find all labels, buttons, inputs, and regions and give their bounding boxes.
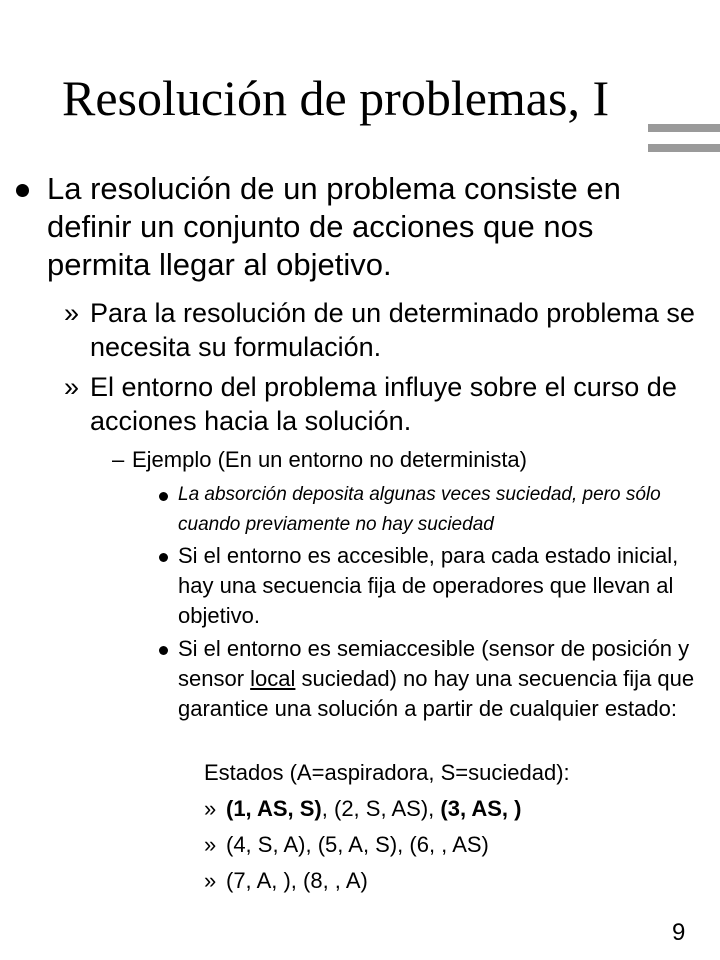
item-accessible-text: Si el entorno es accesible, para cada estado inicial, hay una secuencia fija de operadores que llevan al objetivo. xyxy=(178,543,679,628)
bullet-dot-icon xyxy=(159,553,168,562)
chevron-marker-icon: » xyxy=(204,796,217,821)
chevron-marker-icon: » xyxy=(64,372,80,402)
state-3: (3, AS, ) xyxy=(440,796,522,821)
sub-bullet-text: El entorno del problema influye sobre el curso de acciones hacia la solución. xyxy=(90,372,677,436)
example-item xyxy=(112,446,692,474)
main-bullet-text: La resolución de un problema consiste en definir un conjunto de acciones que nos permita llegar al objetivo. xyxy=(47,171,621,282)
item-absorption-text: La absorción deposita algunas veces suciedad, pero sólo cuando previamente no hay suciedad xyxy=(178,484,661,535)
bullet-dot-icon xyxy=(159,492,168,501)
main-bullet-item xyxy=(47,170,697,284)
example-text: Ejemplo (En un entorno no determinista) xyxy=(132,447,527,472)
item-accessible xyxy=(178,541,708,631)
slide-title: Resolución de problemas, I xyxy=(62,70,610,126)
states-line-1: » (1, AS, S), (2, S, AS), (3, AS, ) xyxy=(204,794,521,824)
item-semiaccessible-text: Si el entorno es semiaccesible (sensor de posición y sensor local suciedad) no hay una secuencia fija que garantice una solución a partir de cualquier estado: xyxy=(178,636,695,721)
state-1: (1, AS, S) xyxy=(226,796,322,821)
item-semiaccessible xyxy=(178,634,708,724)
states-line-3-text: (7, A, ), (8, , A) xyxy=(226,868,368,893)
dash-marker-icon: – xyxy=(112,447,125,472)
state-2: (2, S, AS) xyxy=(334,796,429,821)
title-rule-top xyxy=(648,124,720,132)
sub-bullet-environment xyxy=(64,370,710,438)
underlined-word: local xyxy=(250,666,296,691)
chevron-marker-icon: » xyxy=(64,298,80,328)
page-number: 9 xyxy=(672,919,686,946)
states-line-3 xyxy=(204,866,368,896)
item-absorption xyxy=(178,480,708,540)
sub-bullet-text: Para la resolución de un determinado problema se necesita su formulación. xyxy=(90,298,695,362)
states-line-2 xyxy=(204,830,489,860)
states-heading: Estados (A=aspiradora, S=suciedad): xyxy=(204,760,570,785)
title-rule-bottom xyxy=(648,144,720,152)
bullet-dot-icon xyxy=(16,184,29,197)
sub-bullet-formulation xyxy=(64,296,710,364)
chevron-marker-icon: » xyxy=(204,868,217,893)
states-line-2-text: (4, S, A), (5, A, S), (6, , AS) xyxy=(226,832,489,857)
chevron-marker-icon: » xyxy=(204,832,217,857)
bullet-dot-icon xyxy=(159,646,168,655)
